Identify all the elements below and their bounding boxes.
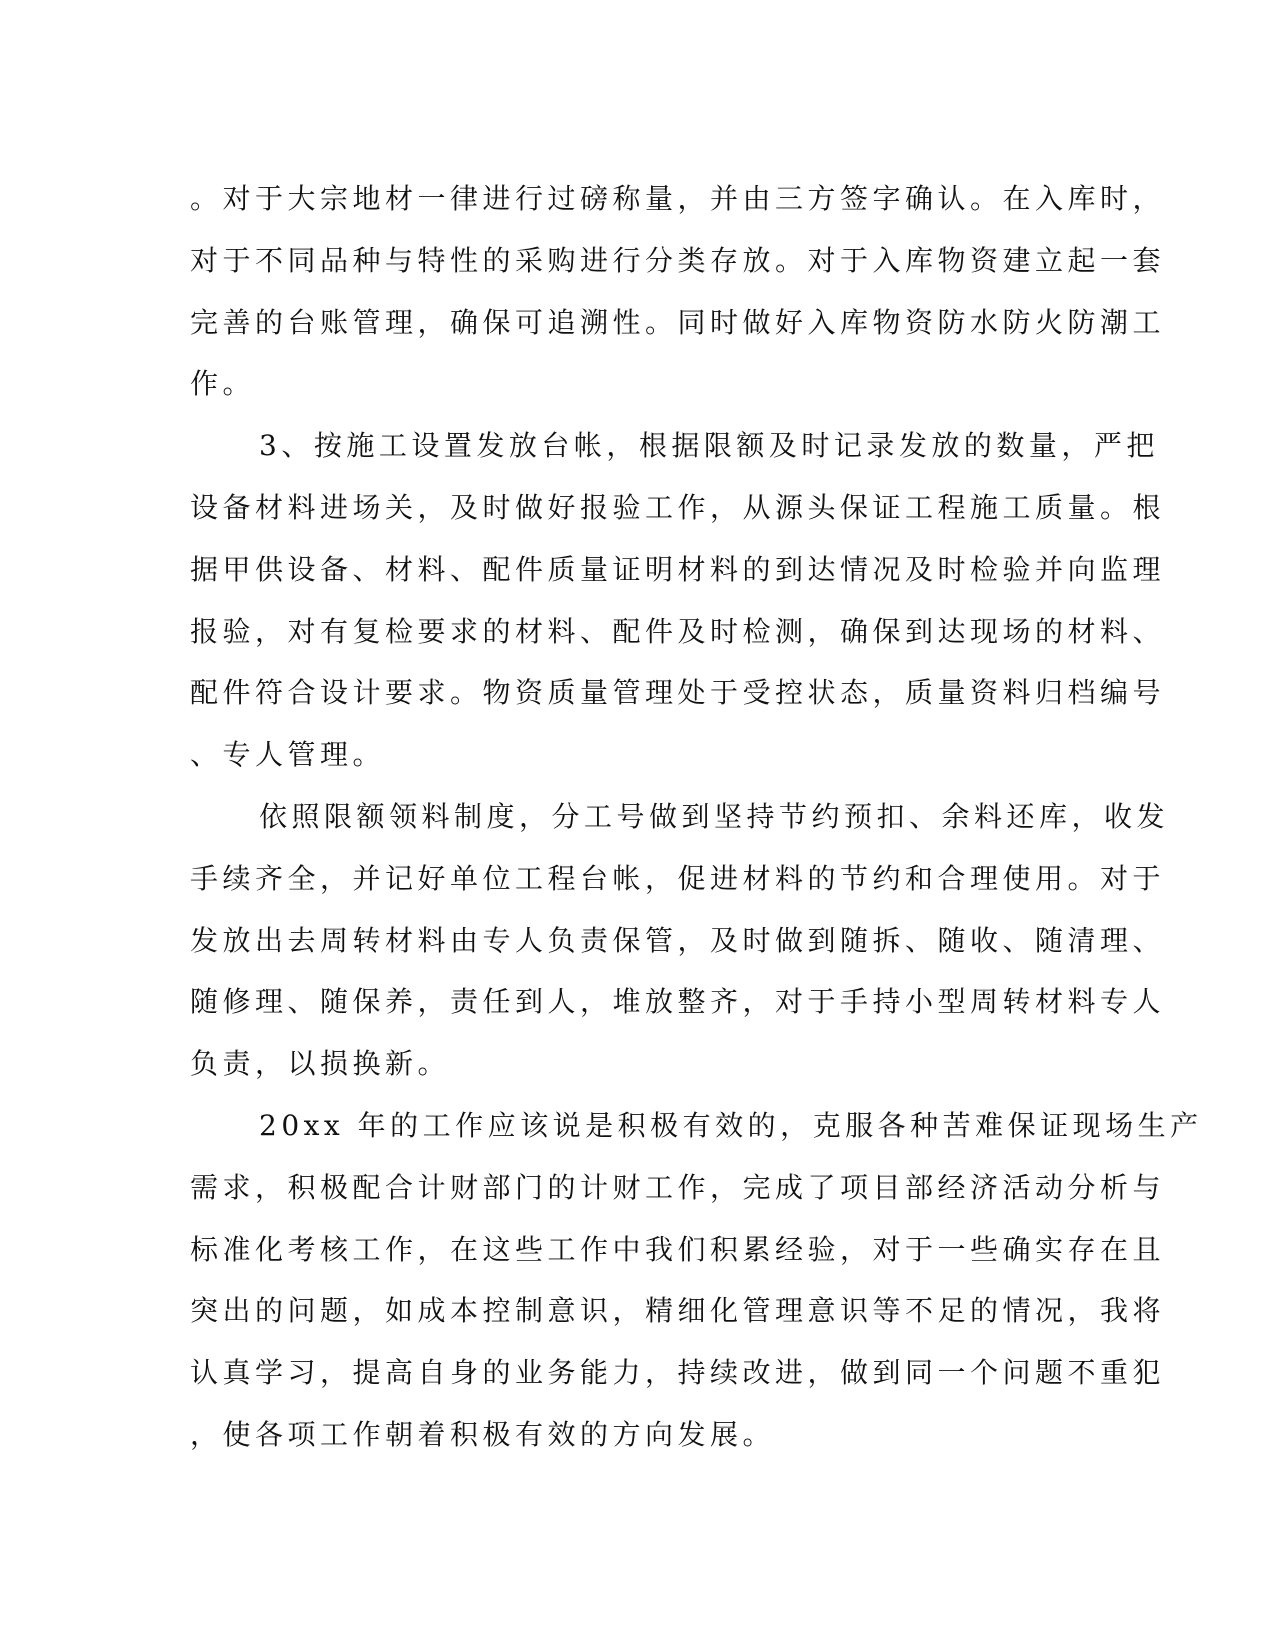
text-line: 配件符合设计要求。物资质量管理处于受控状态，质量资料归档编号 bbox=[190, 676, 1166, 710]
text-line: 手续齐全，并记好单位工程台帐，促进材料的节约和合理使用。对于 bbox=[190, 861, 1166, 895]
text-line: 报验，对有复检要求的材料、配件及时检测，确保到达现场的材料、 bbox=[190, 614, 1166, 648]
text-line: 作。 bbox=[190, 367, 256, 401]
paragraph-start-line: 20xx 年的工作应该说是积极有效的，克服各种苦难保证现场生产 bbox=[259, 1108, 1203, 1142]
text-line: 完善的台账管理，确保可追溯性。同时做好入库物资防水防火防潮工 bbox=[190, 305, 1166, 339]
text-line: 发放出去周转材料由专人负责保管，及时做到随拆、随收、随清理、 bbox=[190, 923, 1166, 957]
text-line: 。对于大宗地材一律进行过磅称量，并由三方签字确认。在入库时， bbox=[190, 182, 1166, 215]
text-line: 需求，积极配合计财部门的计财工作，完成了项目部经济活动分析与 bbox=[190, 1170, 1166, 1204]
text-line: 认真学习，提高自身的业务能力，持续改进，做到同一个问题不重犯 bbox=[190, 1356, 1166, 1390]
text-line: 标准化考核工作，在这些工作中我们积累经验，对于一些确实存在且 bbox=[190, 1232, 1166, 1266]
document-body bbox=[190, 168, 1203, 1466]
text-line: 对于不同品种与特性的采购进行分类存放。对于入库物资建立起一套 bbox=[190, 243, 1166, 277]
text-line: 据甲供设备、材料、配件质量证明材料的到达情况及时检验并向监理 bbox=[190, 552, 1166, 586]
text-line: 负责，以损换新。 bbox=[190, 1047, 451, 1081]
text-line: 突出的问题，如成本控制意识，精细化管理意识等不足的情况，我将 bbox=[190, 1294, 1166, 1328]
text-line: ，使各项工作朝着积极有效的方向发展。 bbox=[190, 1417, 776, 1451]
paragraph-start-line: 3、按施工设置发放台帐，根据限额及时记录发放的数量，严把 bbox=[259, 429, 1159, 463]
text-line: 、专人管理。 bbox=[190, 738, 386, 772]
text-line: 设备材料进场关，及时做好报验工作，从源头保证工程施工质量。根 bbox=[190, 490, 1166, 524]
text-line: 随修理、随保养，责任到人，堆放整齐，对于手持小型周转材料专人 bbox=[190, 985, 1166, 1019]
paragraph-start-line: 依照限额领料制度，分工号做到坚持节约预扣、余料还库，收发 bbox=[259, 799, 1170, 833]
